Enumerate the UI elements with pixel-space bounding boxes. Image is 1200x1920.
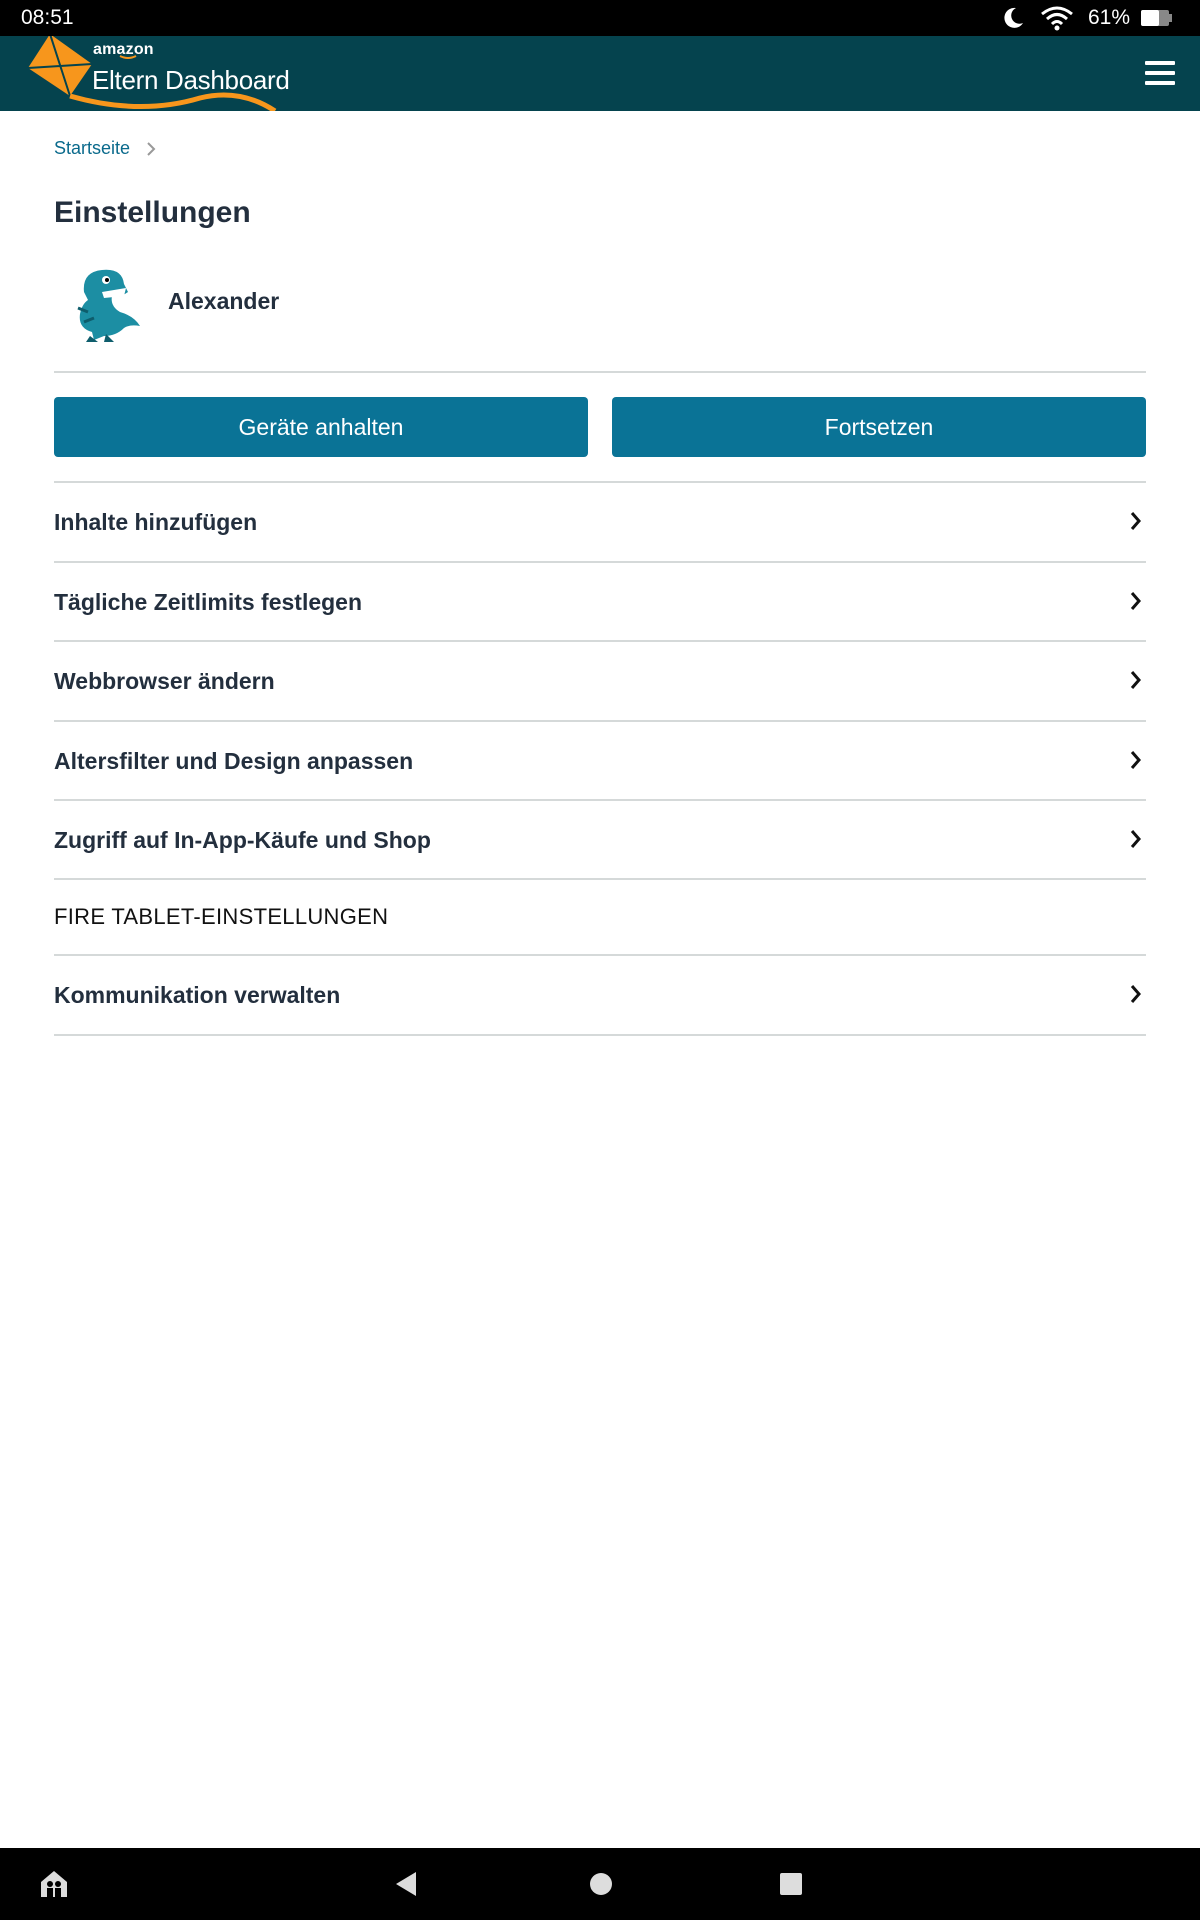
menu-item-label: Tägliche Zeitlimits festlegen — [54, 588, 363, 615]
navigation-bar — [0, 1848, 1200, 1920]
menu-item-label: Inhalte hinzufügen — [54, 508, 258, 535]
chevron-right-icon — [1130, 670, 1142, 695]
menu-item-communication[interactable] — [54, 956, 1146, 1034]
chevron-right-icon — [145, 141, 157, 162]
status-time: 08:51 — [21, 6, 74, 29]
page-title: Einstellungen — [54, 196, 251, 229]
menu-item-label: Altersfilter und Design anpassen — [54, 747, 414, 774]
home-icon[interactable] — [589, 1872, 613, 1901]
resume-button[interactable]: Fortsetzen — [612, 397, 1146, 457]
profile-name: Alexander — [168, 288, 280, 314]
battery-icon — [1140, 9, 1174, 33]
recents-icon[interactable] — [780, 1873, 802, 1900]
breadcrumb-home-link[interactable]: Startseite — [54, 138, 131, 158]
menu-item-time-limits[interactable] — [54, 563, 1146, 641]
divider — [54, 1034, 1146, 1036]
chevron-right-icon — [1130, 591, 1142, 616]
chevron-right-icon — [1130, 829, 1142, 854]
wifi-icon — [1040, 5, 1074, 37]
chevron-right-icon — [1130, 984, 1142, 1009]
menu-item-label: Zugriff auf In-App-Käufe und Shop — [54, 826, 431, 853]
brand-amazon: amazon — [93, 41, 154, 58]
menu-item-in-app-purchases[interactable] — [54, 801, 1146, 879]
menu-item-web-browser[interactable] — [54, 642, 1146, 720]
moon-icon — [1000, 5, 1026, 37]
chevron-right-icon — [1130, 750, 1142, 775]
chevron-right-icon — [1130, 511, 1142, 536]
menu-item-label: Webbrowser ändern — [54, 667, 275, 694]
hamburger-menu-icon[interactable] — [1145, 60, 1175, 86]
section-header-fire-tablet: FIRE TABLET-EINSTELLUNGEN — [54, 904, 389, 929]
back-icon[interactable] — [394, 1870, 418, 1903]
pause-devices-button[interactable]: Geräte anhalten — [54, 397, 588, 457]
dinosaur-avatar — [64, 262, 144, 342]
profile-row — [54, 258, 1146, 371]
divider — [54, 371, 1146, 373]
breadcrumb — [54, 138, 130, 159]
kids-home-icon[interactable] — [38, 1868, 70, 1905]
battery-percent: 61% — [1088, 6, 1131, 29]
app-header — [0, 36, 1200, 111]
status-bar — [0, 0, 1200, 36]
app-title: Eltern Dashboard — [92, 65, 290, 95]
menu-item-age-filter[interactable] — [54, 722, 1146, 800]
menu-item-label: Kommunikation verwalten — [54, 981, 341, 1008]
menu-item-add-content[interactable] — [54, 483, 1146, 561]
